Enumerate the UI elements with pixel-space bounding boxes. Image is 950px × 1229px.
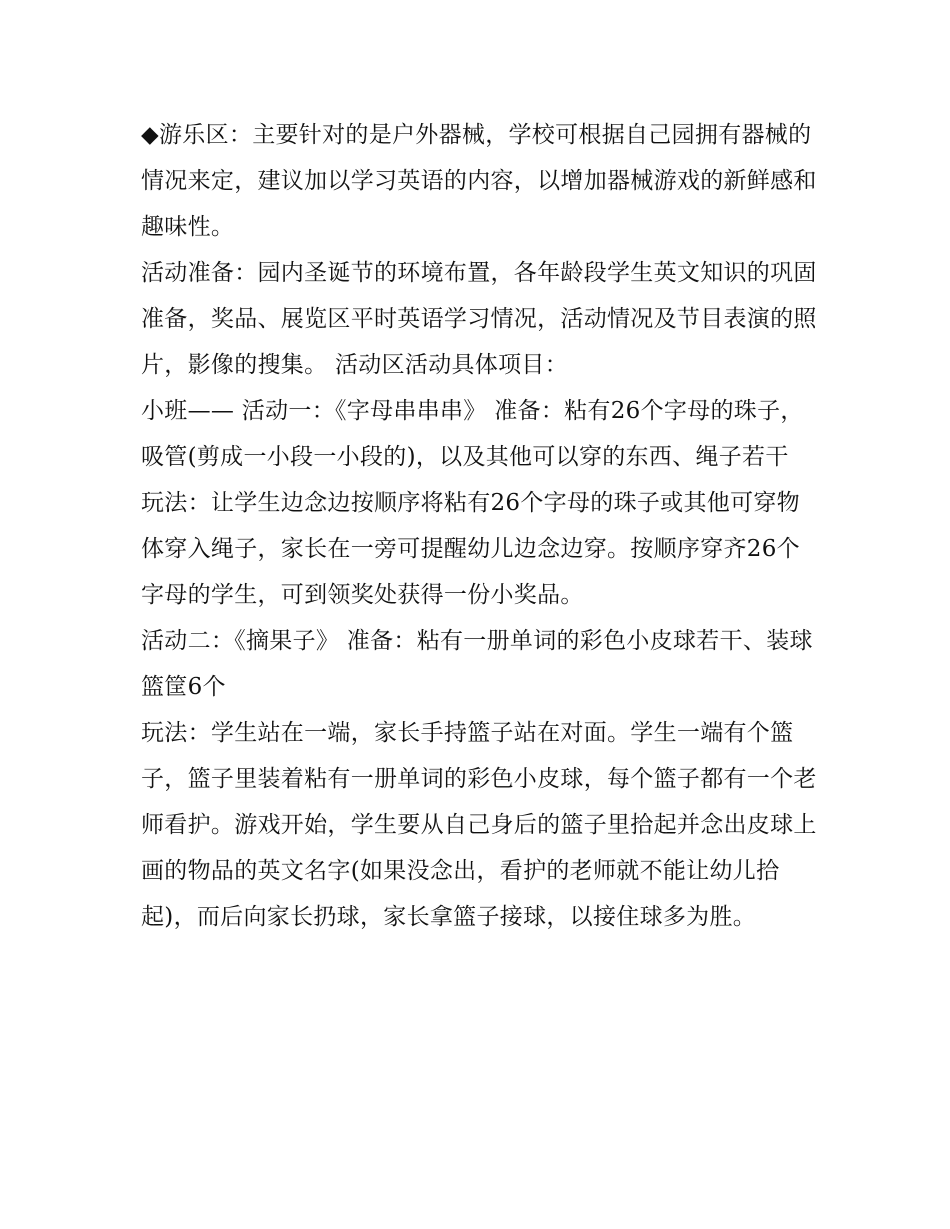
paragraph-playground: ◆游乐区：主要针对的是户外器械，学校可根据自己园拥有器械的情况来定，建议加以学习英语的内容，以增加器械游戏的新鲜感和趣味性。 [141, 122, 817, 240]
paragraph-activity-two-rules: 玩法：学生站在一端，家长手持篮子站在对面。学生一端有个篮子，篮子里装着粘有一册单词的彩色小皮球，每个篮子都有一个老师看护。游戏开始，学生要从自己身后的篮子里拾起并念出皮球上画的物品的英文名字(如果没念出，看护的老师就不能让幼儿拾起)，而后向家长扔球，家长拿篮子接球，以接住球多为胜。 [141, 720, 817, 930]
paragraph-activity-one-rules: 玩法：让学生边念边按顺序将粘有26个字母的珠子或其他可穿物体穿入绳子，家长在一旁可提醒幼儿边念边穿。按顺序穿齐26个字母的学生，可到领奖处获得一份小奖品。 [141, 490, 800, 608]
paragraph-activity-one: 小班—— 活动一：《字母串串串》 准备：粘有26个字母的珠子，吸管(剪成一小段一小段的)，以及其他可以穿的东西、绳子若干 [141, 398, 804, 470]
document-body [141, 112, 821, 940]
paragraph-activity-two: 活动二：《摘果子》 准备：粘有一册单词的彩色小皮球若干、装球篮筐6个 [141, 628, 813, 700]
paragraph-preparation: 活动准备：园内圣诞节的环境布置，各年龄段学生英文知识的巩固准备，奖品、展览区平时英语学习情况，活动情况及节目表演的照片，影像的搜集。 活动区活动具体项目： [141, 260, 817, 378]
